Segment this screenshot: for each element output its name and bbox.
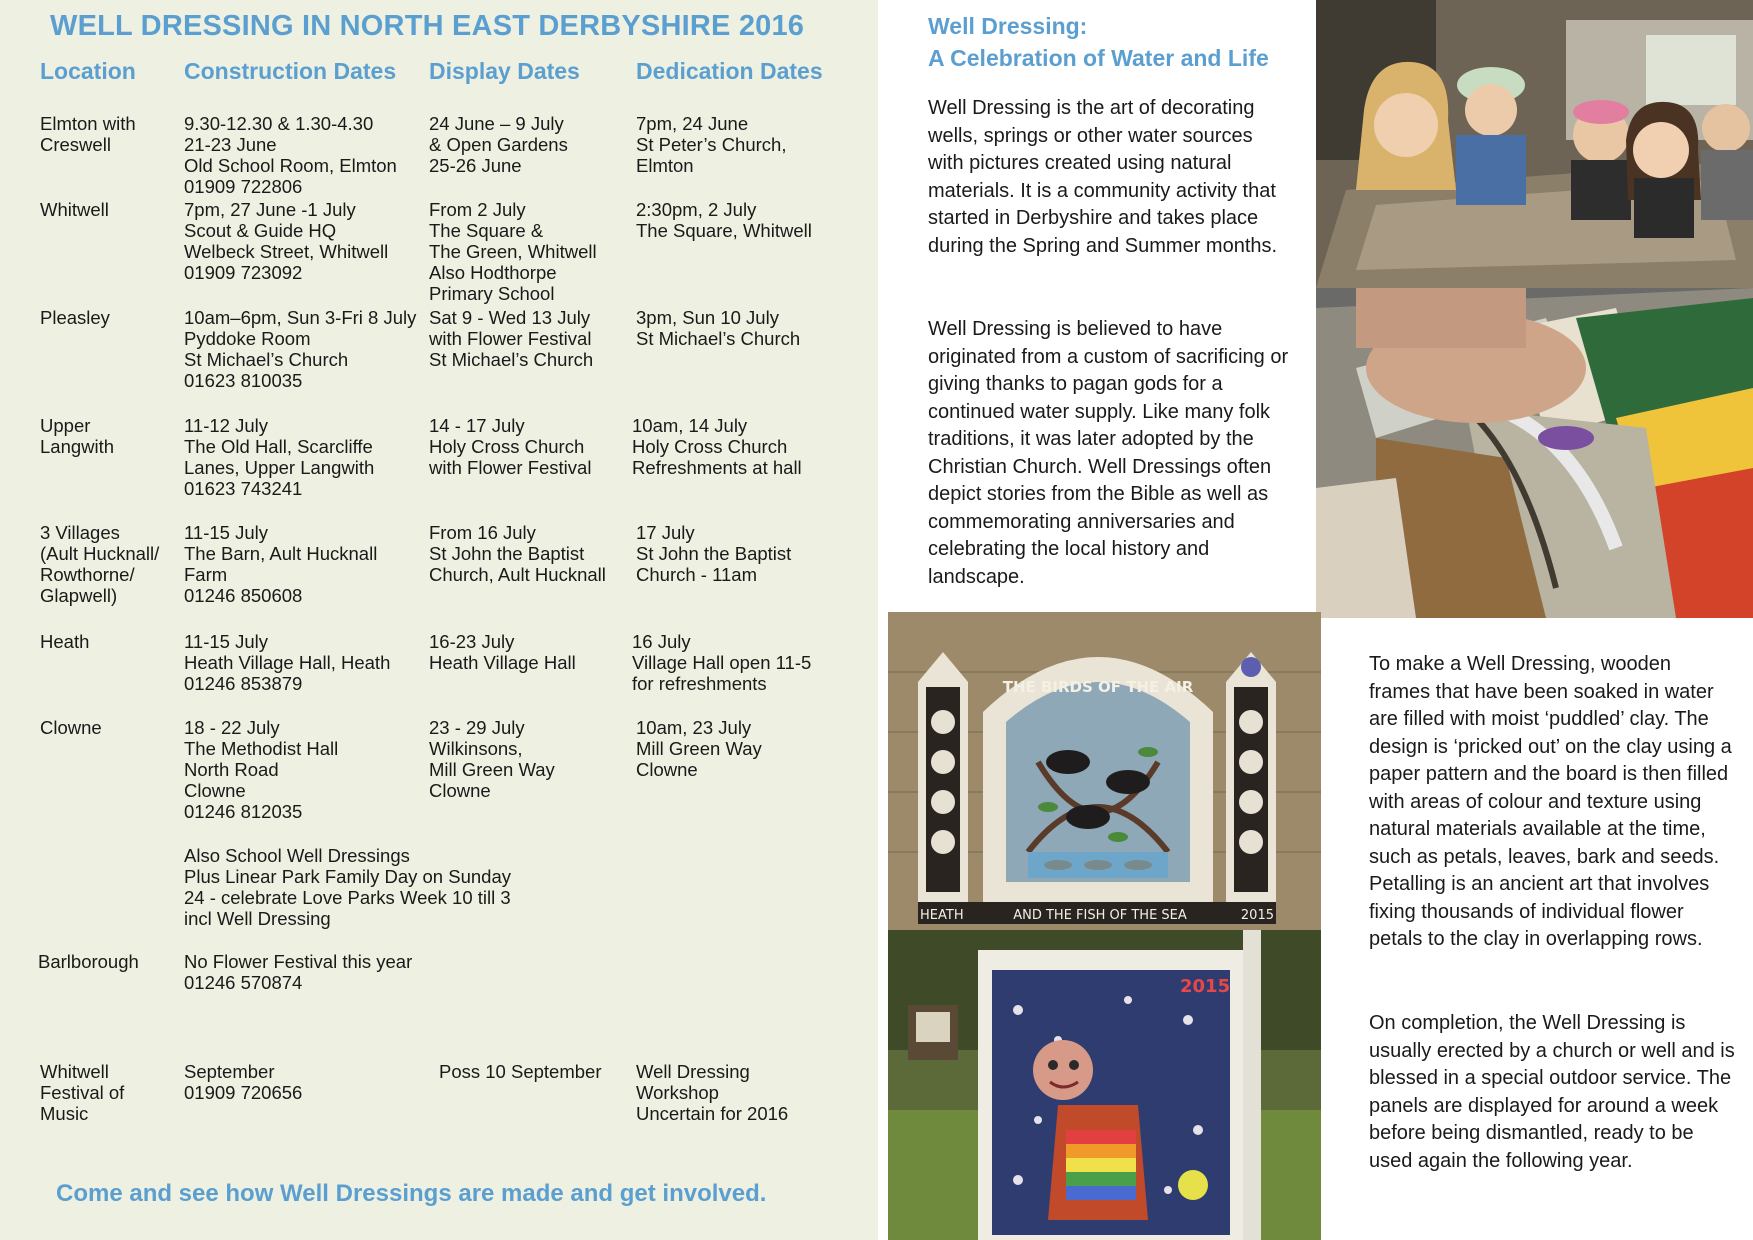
row-display: Poss 10 September xyxy=(439,1061,602,1082)
section-title-line1: Well Dressing: xyxy=(928,13,1088,39)
row-note: Also School Well Dressings Plus Linear Park Family Day on Sunday 24 - celebrate Love Parks Week 10 till 3 incl Well Dressing xyxy=(184,845,511,929)
header-location: Location xyxy=(40,58,136,84)
petalling-photo xyxy=(1316,288,1753,618)
row-display: 23 - 29 July Wilkinsons, Mill Green Way Clowne xyxy=(429,717,555,801)
heath-base-right: 2015 xyxy=(1240,908,1274,923)
header-display: Display Dates xyxy=(429,58,580,84)
row-location: Barlborough xyxy=(38,951,139,972)
row-location: Upper Langwith xyxy=(40,415,115,457)
row-construction: 7pm, 27 June -1 July Scout & Guide HQ Welbeck Street, Whitwell 01909 723092 xyxy=(184,199,389,283)
paragraph-completion: On completion, the Well Dressing is usually erected by a church or well and is blessed in a special outdoor service. The panels are displayed for around a week before being dismantled, ready to be used again the following year. xyxy=(1369,1012,1735,1172)
row-dedication: 16 July Village Hall open 11-5 for refreshments xyxy=(632,631,812,694)
heath-base-mid: AND THE FISH OF THE SEA xyxy=(1013,908,1187,923)
row-location: Whitwell xyxy=(40,199,109,220)
row-dedication: 10am, 23 July Mill Green Way Clowne xyxy=(636,717,762,780)
header-dedication: Dedication Dates xyxy=(636,58,823,84)
well-dressing-triptych-icon xyxy=(888,612,1321,930)
paragraph-making: To make a Well Dressing, wooden frames that have been soaked in water are filled with moist ‘puddled’ clay. The design is ‘pricked out’ on the clay using a paper pattern and the board is then filled with areas of colour and texture using natural materials available at the time, such as petals, leaves, bark and seeds. Petalling is an ancient art that involves fixing thousands of individual flower petals to the clay in overlapping rows. xyxy=(1369,653,1732,950)
row-dedication: 17 July St John the Baptist Church - 11am xyxy=(636,522,792,585)
row-location: Pleasley xyxy=(40,307,110,328)
row-display: 14 - 17 July Holy Cross Church with Flower Festival xyxy=(429,415,592,478)
row-dedication: 3pm, Sun 10 July St Michael’s Church xyxy=(636,307,801,349)
heath-arch-text: THE BIRDS OF THE AIR xyxy=(1002,678,1194,696)
row-dedication: 7pm, 24 June St Peter’s Church, Elmton xyxy=(636,113,787,176)
school-year-text: 2015 xyxy=(1180,976,1231,997)
row-display: 16-23 July Heath Village Hall xyxy=(429,631,576,673)
row-construction: 11-15 July The Barn, Ault Hucknall Farm 01246 850608 xyxy=(184,522,378,606)
row-dedication: 2:30pm, 2 July The Square, Whitwell xyxy=(636,199,812,241)
heath-base-left: HEATH xyxy=(920,908,964,923)
section-title-line2: A Celebration of Water and Life xyxy=(928,45,1269,71)
row-location: Clowne xyxy=(40,717,102,738)
row-display: Sat 9 - Wed 13 July with Flower Festival St Michael’s Church xyxy=(429,307,594,370)
row-construction: 18 - 22 July The Methodist Hall North Road Clowne 01246 812035 xyxy=(184,717,339,822)
children-petalling-icon xyxy=(1316,0,1753,288)
paragraph-intro: Well Dressing is the art of decorating wells, springs or other water sources with pictures created using natural materials. It is a community activity that started in Derbyshire and takes place during the Spring and Summer months. xyxy=(928,97,1278,257)
petalling-closeup-icon xyxy=(1316,288,1753,618)
row-display: From 16 July St John the Baptist Church, Ault Hucknall xyxy=(429,522,606,585)
section-title xyxy=(928,10,1269,74)
children-photo xyxy=(1316,0,1753,288)
paragraph-origins: Well Dressing is believed to have originated from a custom of sacrificing or giving thanks to pagan gods for a continued water supply. Like many folk traditions, it was later adopted by the Christian Church. Well Dressings often depict stories from the Bible as well as commemorating anniversaries and celebrating the local history and landscape. xyxy=(928,318,1289,588)
heath-well-dressing-photo xyxy=(888,612,1321,930)
row-display: 24 June – 9 July & Open Gardens 25-26 June xyxy=(429,113,568,176)
row-construction: 9.30-12.30 & 1.30-4.30 21-23 June Old School Room, Elmton 01909 722806 xyxy=(184,113,397,197)
row-construction: No Flower Festival this year 01246 570874 xyxy=(184,951,413,993)
row-construction: 10am–6pm, Sun 3-Fri 8 July Pyddoke Room St Michael’s Church 01623 810035 xyxy=(184,307,417,391)
call-to-action: Come and see how Well Dressings are made and get involved. xyxy=(56,1180,767,1207)
row-location: 3 Villages (Ault Hucknall/ Rowthorne/ Glapwell) xyxy=(40,522,160,606)
row-dedication: Well Dressing Workshop Uncertain for 2016 xyxy=(636,1061,789,1124)
page-title: WELL DRESSING IN NORTH EAST DERBYSHIRE 2016 xyxy=(50,10,805,42)
row-construction: 11-15 July Heath Village Hall, Heath 01246 853879 xyxy=(184,631,391,694)
row-construction: 11-12 July The Old Hall, Scarcliffe Lanes, Upper Langwith 01623 743241 xyxy=(184,415,375,499)
header-construction: Construction Dates xyxy=(184,58,397,84)
row-dedication: 10am, 14 July Holy Cross Church Refreshments at hall xyxy=(632,415,802,478)
school-well-dressing-panel-icon xyxy=(888,930,1321,1240)
row-construction: September 01909 720656 xyxy=(184,1061,303,1103)
row-location: Elmton with Creswell xyxy=(40,113,136,155)
row-display: From 2 July The Square & The Green, Whitwell Also Hodthorpe Primary School xyxy=(429,199,597,304)
row-location: Whitwell Festival of Music xyxy=(40,1061,125,1124)
row-location: Heath xyxy=(40,631,90,652)
school-well-dressing-photo xyxy=(888,930,1321,1240)
